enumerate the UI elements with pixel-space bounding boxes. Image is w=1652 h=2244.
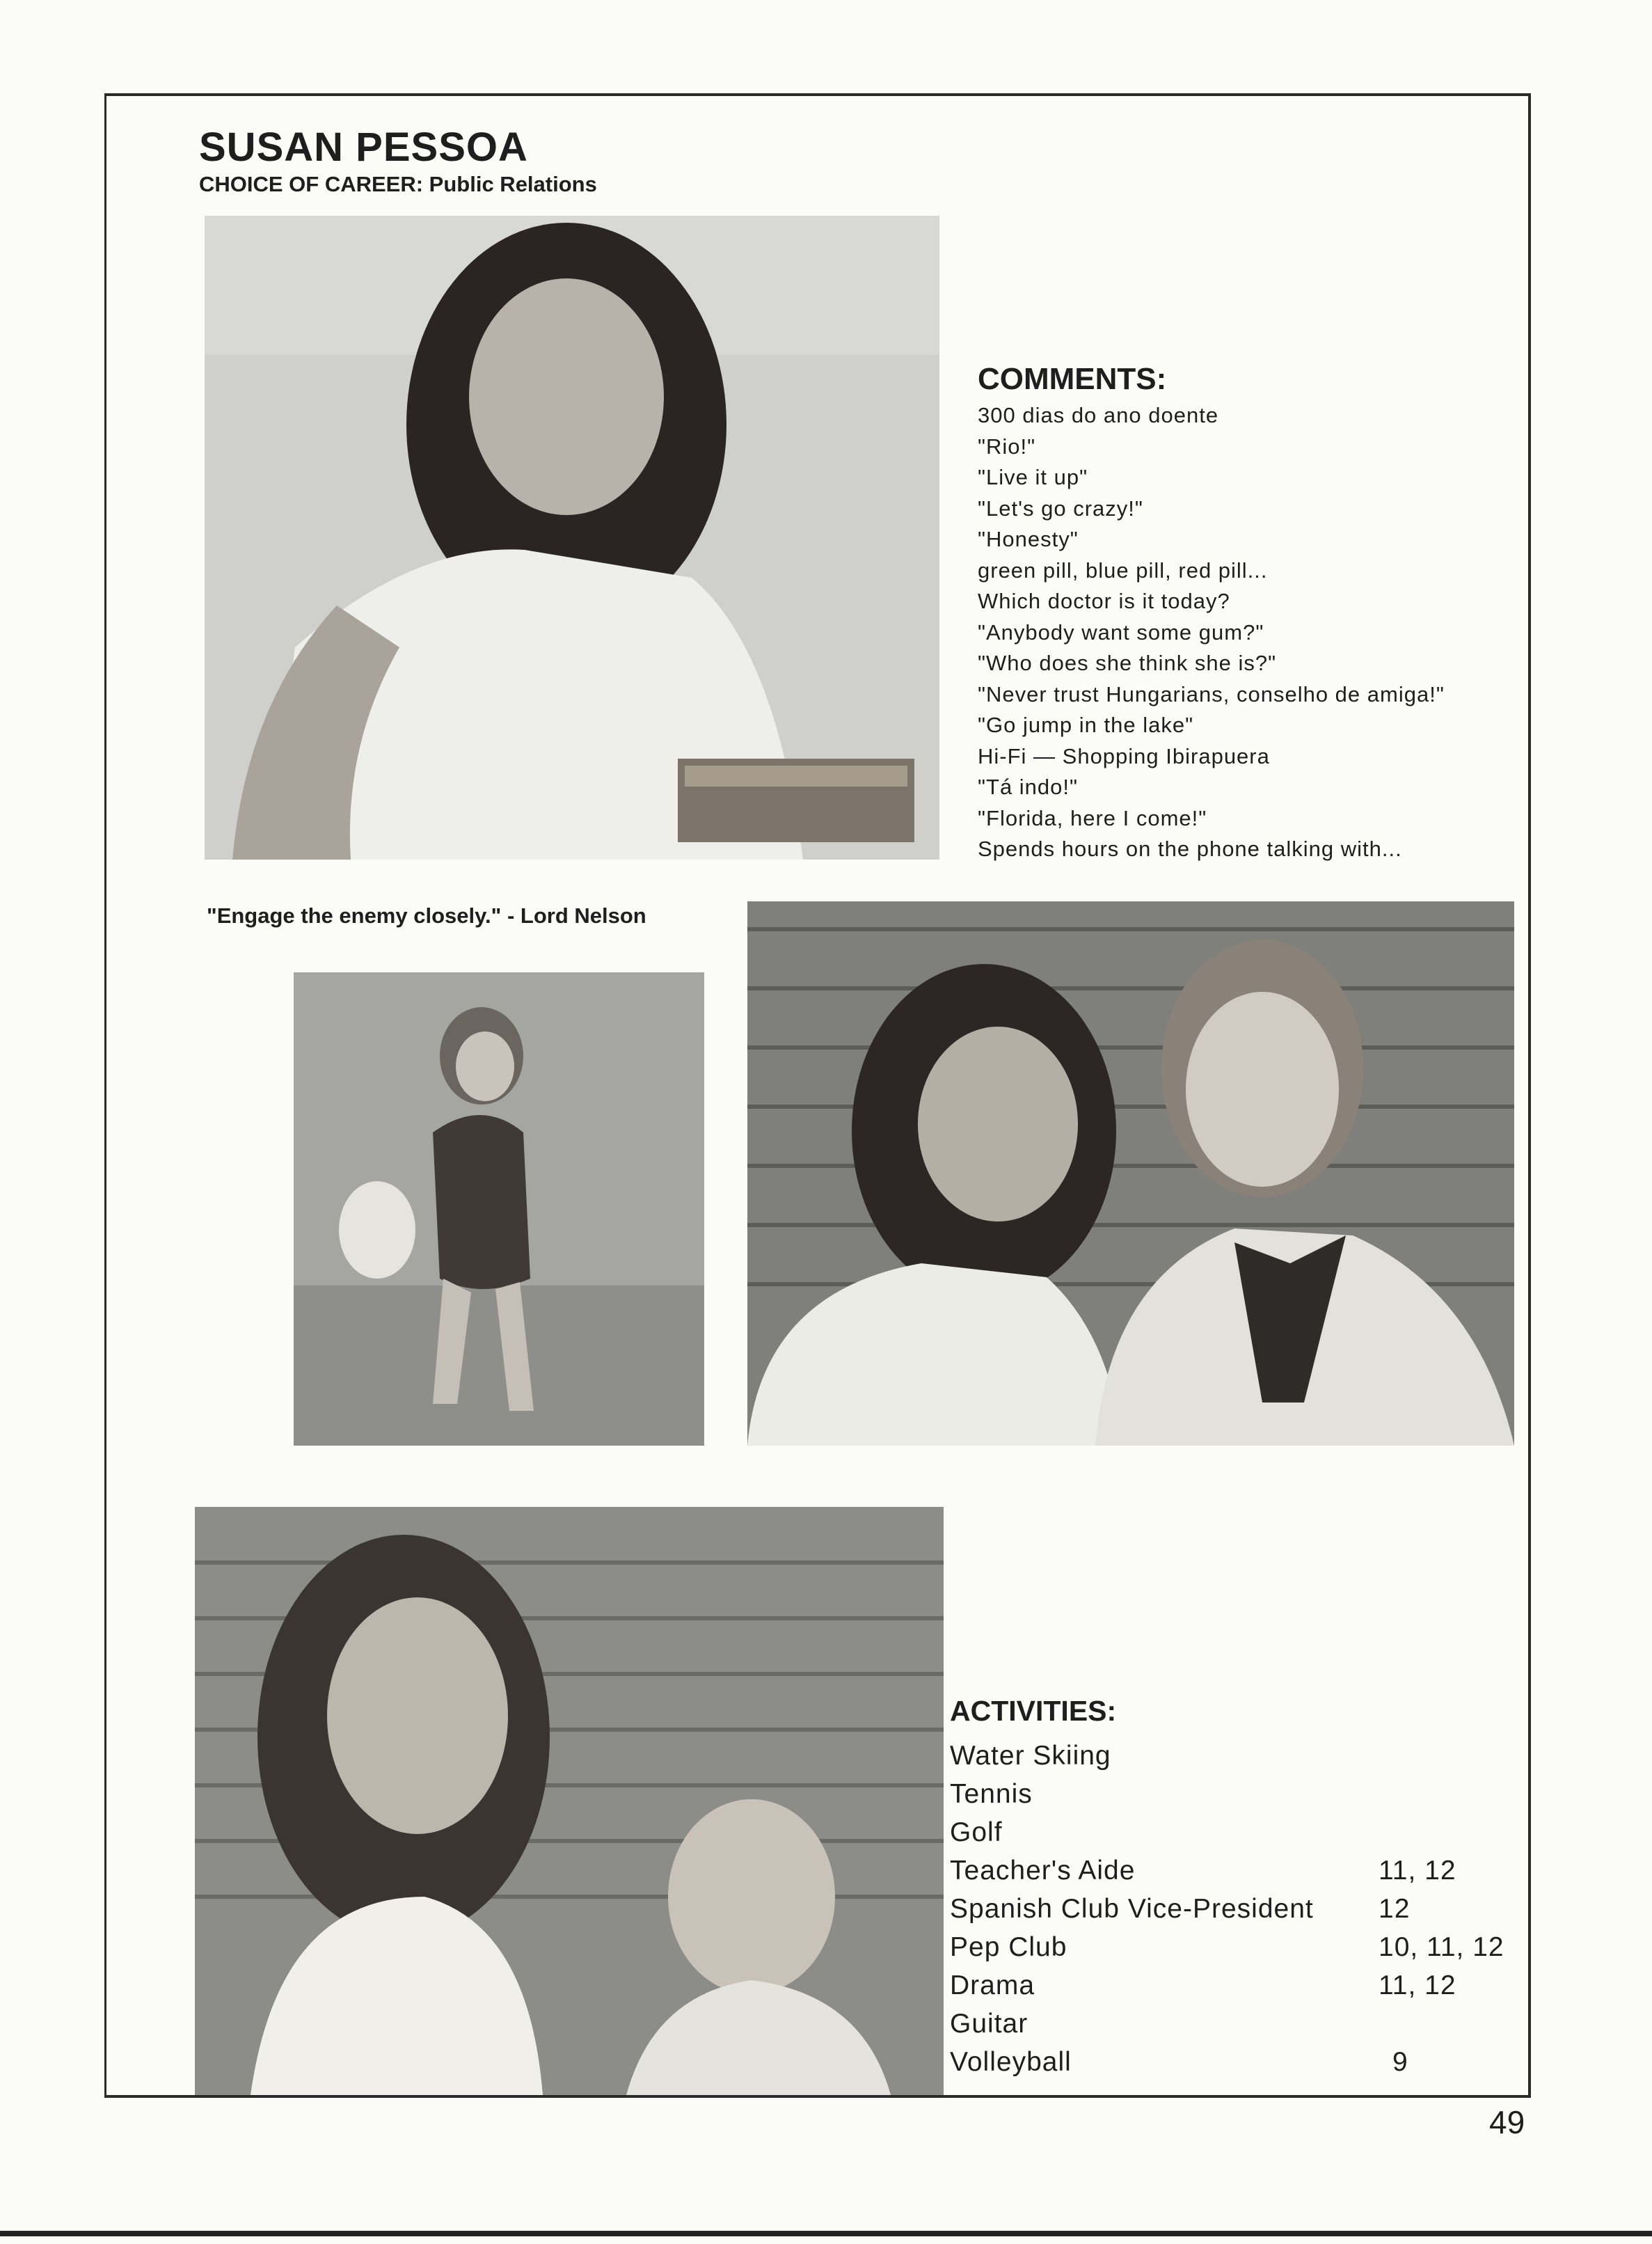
comment-line: "Rio!": [978, 434, 1036, 459]
activity-name: Golf: [950, 1817, 1003, 1847]
activity-item: [950, 1928, 1534, 1966]
comment-line: Spends hours on the phone talking with...: [978, 837, 1402, 861]
activity-item: [950, 1813, 1534, 1851]
comment-line: Which doctor is it today?: [978, 589, 1230, 613]
activity-name: Tennis: [950, 1779, 1033, 1809]
comment-line: "Florida, here I come!": [978, 805, 1207, 830]
activity-item: [950, 1966, 1534, 2005]
comment-line: "Go jump in the lake": [978, 713, 1194, 737]
activities-list: [950, 1737, 1534, 2081]
activity-years: 11, 12: [1379, 1970, 1456, 2000]
activity-name: Spanish Club Vice-President: [950, 1894, 1314, 1924]
portrait-photo: [205, 216, 939, 860]
comment-line: "Tá indo!": [978, 775, 1079, 799]
comments-list: [978, 400, 1548, 865]
activity-name: Water Skiing: [950, 1741, 1111, 1771]
comment-line: Hi-Fi — Shopping Ibirapuera: [978, 743, 1270, 768]
comment-line: "Live it up": [978, 465, 1088, 489]
activity-years: 11, 12: [1379, 1856, 1456, 1886]
activity-years: 9: [1392, 2047, 1408, 2077]
quote: "Engage the enemy closely." - Lord Nelson: [207, 903, 646, 928]
activities-heading: ACTIVITIES:: [950, 1695, 1117, 1727]
career-choice: CHOICE OF CAREER: Public Relations: [199, 172, 597, 196]
comment-line: green pill, blue pill, red pill...: [978, 558, 1268, 583]
activity-name: Guitar: [950, 2009, 1028, 2039]
friends-photo: [747, 901, 1514, 1446]
comment-line: "Let's go crazy!": [978, 496, 1143, 521]
activity-name: Drama: [950, 1970, 1035, 2000]
bottom-edge-rule: [0, 2231, 1652, 2236]
activity-item: [950, 1851, 1534, 1890]
activity-item: [950, 2043, 1534, 2081]
comment-line: "Anybody want some gum?": [978, 619, 1264, 645]
activity-item: [950, 1775, 1534, 1813]
activity-years: 10, 11, 12: [1379, 1932, 1504, 1962]
comment-line: 300 dias do ano doente: [978, 403, 1219, 427]
comments-heading: COMMENTS:: [978, 362, 1167, 396]
student-name: SUSAN PESSOA: [199, 125, 528, 170]
comment-line: "Honesty": [978, 527, 1079, 551]
page-number: 49: [1489, 2104, 1525, 2140]
comment-line: "Never trust Hungarians, conselho de amiga!": [978, 681, 1445, 706]
activity-item: [950, 2005, 1534, 2043]
activity-item: [950, 1737, 1534, 1775]
comment-line: "Who does she think she is?": [978, 651, 1277, 675]
bottom-photo: [195, 1507, 944, 2095]
activity-item: [950, 1890, 1534, 1928]
childhood-photo: [294, 972, 704, 1446]
activity-name: Pep Club: [950, 1932, 1067, 1962]
activity-name: Teacher's Aide: [950, 1856, 1136, 1886]
activity-years: 12: [1379, 1894, 1411, 1924]
activity-name: Volleyball: [950, 2047, 1072, 2077]
